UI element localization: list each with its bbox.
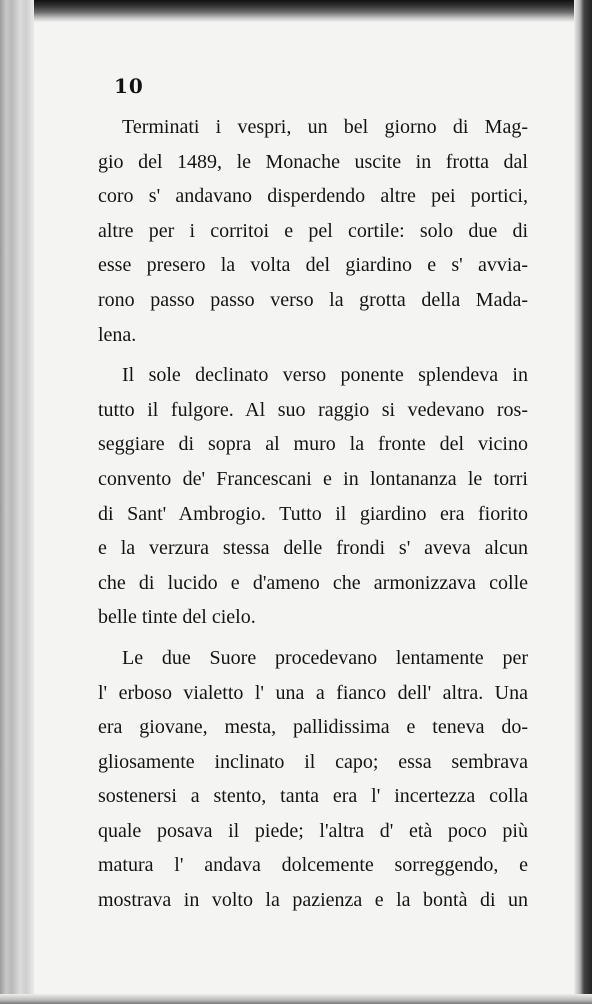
text-line: mostrava in volto la pazienza e la bontà di un [98, 889, 528, 912]
text-line: era giovane, mesta, pallidissima e teneva do- [98, 716, 528, 739]
text-line: convento de' Francescani e in lontananza le torri [98, 467, 528, 490]
text-line: esse presero la volta del giardino e s' avvia- [98, 254, 528, 277]
text-line: matura l' andava dolcemente sorreggendo, e [98, 854, 528, 877]
text-line: Le due Suore procedevano lentamente per [122, 646, 528, 669]
page-bottom-edge [0, 994, 592, 1004]
text-line: belle tinte del cielo. [98, 606, 256, 629]
text-line: Terminati i vespri, un bel giorno di Mag- [122, 116, 528, 138]
text-line: gliosamente inclinato il capo; essa sembrava [98, 750, 528, 773]
page-right-edge [574, 0, 592, 1004]
text-line: di Sant' Ambrogio. Tutto il giardino era fiorito [98, 502, 528, 525]
body-text [98, 110, 528, 918]
text-line: gio del 1489, le Monache uscite in frotta dal [98, 150, 528, 173]
text-line: che di lucido e d'ameno che armonizzava colle [98, 571, 528, 594]
paragraph-1 [98, 110, 528, 352]
text-line: l' erboso vialetto l' una a fianco dell' altra. Una [98, 681, 528, 704]
text-line: Il sole declinato verso ponente splendeva in [122, 364, 528, 387]
paragraph-2 [98, 358, 528, 635]
text-line: quale posava il piede; l'altra d' età poco più [98, 819, 528, 842]
text-line: tutto il fulgore. Al suo raggio si vedevano ros- [98, 398, 528, 421]
page-number: 10 [114, 74, 144, 98]
text-line: seggiare di sopra al muro la fronte del vicino [98, 433, 528, 456]
text-line: rono passo passo verso la grotta della Mada- [98, 288, 528, 311]
paragraph-3 [98, 641, 528, 918]
text-line: sostenersi a stento, tanta era l' incertezza colla [98, 785, 528, 808]
text-line: lena. [98, 323, 137, 346]
text-line: coro s' andavano disperdendo altre pei portici, [98, 185, 528, 208]
page-left-edge [0, 0, 34, 1004]
page-top-shadow [0, 0, 592, 22]
text-line: altre per i corritoi e pel cortile: solo due di [98, 219, 528, 242]
text-line: e la verzura stessa delle frondi s' aveva alcun [98, 537, 528, 560]
